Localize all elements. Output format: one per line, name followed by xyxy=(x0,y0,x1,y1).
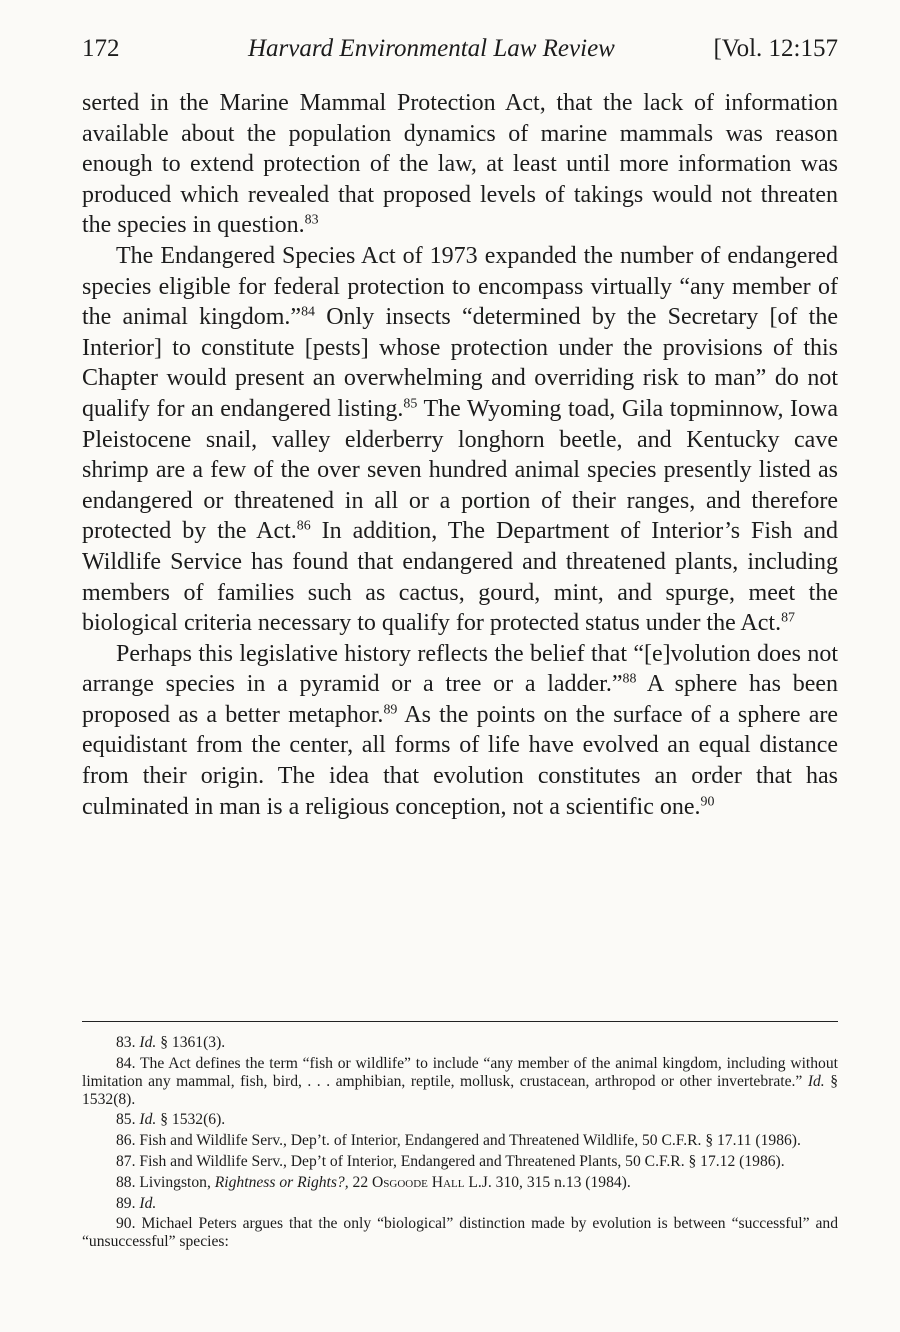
footnote-84 xyxy=(82,1055,838,1109)
footnotes xyxy=(82,1034,838,1254)
footnote-text: The Act defines the term “fish or wildlife” to include “any member of the animal kingdom, including without limitation any mammal, fish, bird, . . . amphibian, reptile, mollusk, crustacean, arthropod or other invertebrate.” xyxy=(82,1054,838,1090)
footnote-text: Fish and Wildlife Serv., Dep’t. of Interior, Endangered and Threatened Wildlife, 50 C.F.R. § 17.11 (1986). xyxy=(135,1132,801,1150)
footnote-number: 88. xyxy=(116,1173,136,1191)
footnote-ref[interactable]: 88 xyxy=(622,671,637,687)
footnote-citation: Id. xyxy=(139,1194,157,1212)
footnote-journal-name: Osgoode Hall xyxy=(372,1173,465,1191)
footnote-citation: Id. xyxy=(139,1034,157,1051)
footnote-number: 90. xyxy=(116,1215,136,1233)
footnote-article-title: Rightness or Rights?, xyxy=(214,1173,349,1191)
footnote-ref[interactable]: 89 xyxy=(383,702,398,718)
paragraph-text: Perhaps this legislative history reflects the belief that “[e]volution does not arrange species in a pyramid or a tree or a ladder.” xyxy=(82,640,838,698)
footnote-number: 89. xyxy=(116,1194,136,1212)
footnote-88 xyxy=(82,1174,838,1192)
footnote-text: Michael Peters argues that the only “biological” distinction made by evolution is between “successful” and “unsuccessful” species: xyxy=(82,1215,838,1251)
footnote-89 xyxy=(82,1195,838,1213)
footnote-ref[interactable]: 87 xyxy=(781,610,795,626)
footnote-90 xyxy=(82,1215,838,1251)
footnote-number: 86. xyxy=(116,1132,136,1150)
footnote-divider xyxy=(82,1021,838,1022)
paragraph-text: As the points on the surface of a sphere are equidistant from the center, all forms of life have evolved an equal distance from their origin. The idea that evolution constitutes an order that has culminated in man is a religious conception, not a scientific one. xyxy=(82,701,838,820)
running-header xyxy=(82,32,838,66)
paragraph-2 xyxy=(82,241,838,639)
paragraph-text: A sphere has been proposed as a better metaphor. xyxy=(82,671,839,728)
footnote-number: 84. xyxy=(116,1054,136,1072)
footnote-number: 85. xyxy=(116,1111,136,1129)
footnote-text: § 1532(8). xyxy=(82,1072,838,1108)
footnote-number: 87. xyxy=(116,1153,136,1170)
footnote-83 xyxy=(82,1034,838,1052)
footnote-text: § 1532(6). xyxy=(156,1111,226,1129)
footnote-text: Livingston, xyxy=(135,1173,215,1191)
footnote-ref[interactable]: 86 xyxy=(296,518,311,534)
volume-citation: [Vol. 12:157 xyxy=(713,35,838,62)
journal-title: Harvard Environmental Law Review xyxy=(248,35,615,62)
paragraph-text: In addition, The Department of Interior’s Fish and Wildlife Service has found that endangered and threatened plants, including members of families such as cactus, gourd, mint, and spurge, meet the biological criteria necessary to qualify for protected status under the Act. xyxy=(82,518,838,637)
footnote-citation: Id. xyxy=(139,1111,157,1129)
footnote-87 xyxy=(82,1153,838,1171)
paragraph-text: The Endangered Species Act of 1973 expanded the number of endangered species eligible for federal protection to encompass virtually “any member of the animal kingdom.” xyxy=(82,242,838,331)
footnote-86 xyxy=(82,1132,838,1150)
footnote-text: § 1361(3). xyxy=(156,1034,226,1051)
footnote-number: 83. xyxy=(116,1034,136,1051)
paragraph-1 xyxy=(82,88,838,241)
footnote-citation: Id. xyxy=(807,1072,825,1090)
footnote-ref[interactable]: 83 xyxy=(304,212,319,228)
footnote-85 xyxy=(82,1111,838,1129)
paragraph-text: Only insects “determined by the Secretary [of the Interior] to constitute [pests] whose protection under the provisions of this Chapter would present an overwhelming and overriding risk to man” do not qualify for an endangered listing. xyxy=(82,304,838,422)
page-number: 172 xyxy=(82,35,120,62)
footnote-ref[interactable]: 84 xyxy=(301,304,315,320)
footnote-text: 22 xyxy=(348,1173,373,1191)
footnote-text: L.J. 310, 315 n.13 (1984). xyxy=(464,1173,631,1191)
paragraph-3 xyxy=(82,639,838,823)
footnote-text: Fish and Wildlife Serv., Dep’t of Interior, Endangered and Threatened Plants, 50 C.F.R. § 17.12 (1986). xyxy=(135,1153,785,1170)
main-text xyxy=(82,88,838,822)
footnote-ref[interactable]: 90 xyxy=(700,794,715,810)
footnote-ref[interactable]: 85 xyxy=(403,396,418,412)
paragraph-text: The Wyoming toad, Gila topminnow, Iowa Pleistocene snail, valley elderberry longhorn beetle, and Kentucky cave shrimp are a few of the over seven hundred animal species presently listed as endangered or threatened in all or a portion of their ranges, and therefore protected by the Act. xyxy=(82,395,838,545)
paragraph-text: serted in the Marine Mammal Protection Act, that the lack of information available about the population dynamics of marine mammals was reason enough to extend protection of the law, at least until more information was produced which revealed that proposed levels of takings would not threaten the species in question. xyxy=(82,90,838,239)
